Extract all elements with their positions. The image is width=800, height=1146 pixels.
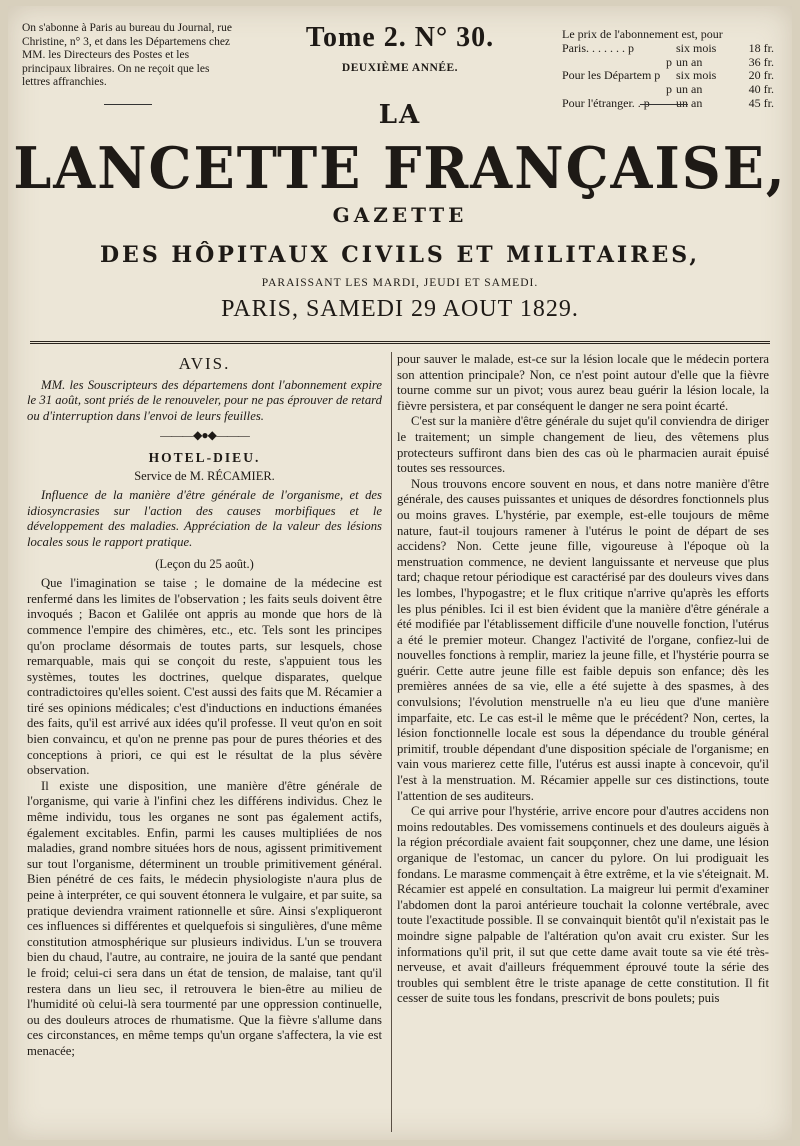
price-amount: 36 fr. <box>748 54 774 69</box>
masthead-subtitle: DES HÔPITAUX CIVILS ET MILITAIRES, <box>99 242 701 268</box>
article-paragraph: Ce qui arrive pour l'hystérie, arrive encore pour d'autres accidens non moins redoutables. Des vomissemens continuels et des douleurs aiguës à la région précordiale avaient fait soupçonner, chez une dame, une lésion organique de l'estomac, un cancer du pylore. On lui prodiguait les fondans. Le marasme commençait à être extrême, et la vie s'éteignait. M. Récamier est appelé en consultation. La maigreur lui permit d'examiner l'abdomen dont la paroi antérieure touchait la colonne vertébrale, avec toute l'exactitude possible. Il se convainquit bientôt qu'il n'existait pas le moindre signe palpable de l'altération qu'on avait cru exister. Sur les informations qu'il prit, il sut que cette dame avait toute sa vie été très-nerveuse, et avait d'ailleurs fréquemment éprouvé toute la série des troubles qui semblent être le triste apanage de cette constitution. Il fit cesser de suite tous les fondans, prescrivit de bons poulets; puis <box>397 804 769 1006</box>
price-row <box>562 42 774 56</box>
issue-block <box>270 22 530 74</box>
price-term: six mois <box>676 40 717 55</box>
section-heading: HOTEL-DIEU. <box>148 449 261 465</box>
price-amount: 20 fr. <box>748 68 774 83</box>
year-label: DEUXIÈME ANNÉE. <box>341 62 459 74</box>
article-paragraph: Il existe une disposition, une manière d'être générale de l'organisme, qui varie à l'infini chez les différens individus. Chez le même individu, tous les organes ne sont pas également actifs, également excitables. Enfin, parmi les causes multipliées de nos maladies, grand nombre situées hors de nous, agissent primitivement sur tout l'organisme, déterminent un trouble primitivement général. Bien pénétré de ces faits, le médecin physiologiste n'aura plus de peine à interpréter, ce qui souvent étonnera le vulgaire, et par suite, sa pratique deviendra vraiment rationnelle et sûre. Ainsi s'expliqueront ces influences si différentes et quelquefois si singulières, d'une même constitution atmosphérique sur plusieurs individus. L'un se trouvera bien du chaud, l'autre, au contraire, ne jouira de la santé que pendant le froid; celui-ci sera dans un état de tension, de malaise, tant qu'il restera dans un lieu sec, il retrouvera le bien-être au milieu de l'humidité où celui-là sera tourmenté par une oppression continuelle, ou des douleurs atroces de rhumatisme. Que la fièvre s'allume dans ces circonstances, en même temps qu'un organe s'affectera, la vie est menacée; <box>27 778 382 1058</box>
price-amount: 45 fr. <box>748 95 774 110</box>
article-paragraph: Nous trouvons encore souvent en nous, et dans notre manière d'être générale, des causes puissantes et uniques de désordres fonctionnels plus ou moins graves. L'hystérie, par exemple, est-elle toujours de même nature, faut-il toujours ramener à l'utérus le point de départ de ses accidens? Non. Cette jeune fille, vigoureuse à l'époque où la menstruation commence, ne devient languissante et nerveuse que plus tard; chaque retour périodique est caractérisé par des douleurs vives dans les lombes, l'hypogastre; et le flux critique n'arrive qu'après les efforts les plus pénibles. Ici il est bien évident que la manière d'être générale a été modifiée par l'établissement difficile d'une nouvelle fonction, l'utérus a été le premier moteur. Changez l'activité de l'organe, confiez-lui de nouvelles fonctions à remplir, mariez la jeune fille, et l'hystérie pourra se guérir. Cette autre jeune fille est faible depuis son enfance; dès les premières années de sa vie, elle a été sujette à des spasmes, à des convulsions; l'évolution menstruelle n'a eu lieu que d'une manière imparfaite, etc. Le cas est-il le même que le précédent? Non, certes, la lésion fonctionnelle locale est sous la dépendance du trouble général primitif, trouble dépendant d'une disposition spéciale de l'organisme; en vain vous marierez cette fille, l'utérus est aussi inapte à concevoir, qu'il l'est à la menstruation. M. Récamier appelle sur ces distinctions, toute l'attention de ses auditeurs. <box>397 476 769 803</box>
price-place: Pour l'étranger. . p <box>562 95 650 110</box>
article-paragraph: pour sauver le malade, est-ce sur la lésion locale que le médecin portera son attention principale? Non, ce n'est point autour d'elle que la fièvre tourne comme sur un pivot; vous aurez beau guérir la lésion locale, la fièvre persistera, et par conséquent le danger ne sera point écarté. <box>397 352 769 413</box>
price-amount: 18 fr. <box>748 40 774 55</box>
price-place: Paris. . . . . . . p <box>562 40 634 55</box>
price-row <box>562 56 774 70</box>
masthead-rule <box>30 341 770 344</box>
service-label: Service de M. RÉCAMIER. <box>134 468 275 483</box>
masthead-gazette: GAZETTE <box>332 203 468 227</box>
right-column <box>397 352 769 1007</box>
dateline: PARIS, SAMEDI 29 AOUT 1829. <box>221 296 579 322</box>
price-row <box>562 69 774 83</box>
price-row <box>562 83 774 97</box>
article-paragraph: C'est sur la manière d'être générale du sujet qu'il conviendra de diriger le traitement; un simple changement de lieu, des vêtemens plus protecteurs suffiront dans bien des cas où le pharmacien aurait épuisé toutes ses ressources. <box>397 414 769 476</box>
avis-heading: AVIS. <box>178 354 231 373</box>
lecture-title: Influence de la manière d'être générale de l'organisme, et des idiosyncrasies sur l'action des causes morbifiques et le développement des maladies. Appréciation de la valeur des lésions locales sous le rapport pratique. <box>27 488 382 549</box>
price-list <box>562 28 774 111</box>
price-term: un an <box>676 82 703 97</box>
price-term: un an <box>676 95 703 110</box>
article-paragraph: Que l'imagination se taise ; le domaine de la médecine est renfermé dans les limites de l'observation ; les faits seuls doivent être invoqués ; Bacon et Galilée ont appris au monde que hors de là commence l'empire des chimères, etc., etc. Tels sont les principes qu'on proclame désormais de toutes parts, sur lesquels, chose remarquable, mais qui se conçoit du reste, s'appuient tous les systèmes, toutes les doctrines, quelque disparates, quelque contradictoires qu'elles soient. C'est aussi des faits que M. Récamier a tiré ses opinions médicales; c'est d'inductions en inductions émanées des faits, qu'il est arrivé aux idées qu'il professe. Il veut qu'on en soit bien convaincu, et qu'on ne prenne pas pour de pures théories et des conceptions à priori, ce qui est le résultat de la plus sévère observation. <box>27 576 382 778</box>
avis-text: MM. les Souscripteurs des départemens dont l'abonnement expire le 31 août, sont priés de le renouveler, pour ne pas éprouver de retard ou d'interruption dans l'envoi de leurs feuilles. <box>27 377 382 423</box>
price-place: p <box>666 82 672 97</box>
left-column <box>27 352 382 1060</box>
price-place: p <box>666 54 672 69</box>
price-place: Pour les Départem p <box>562 68 661 83</box>
subscription-notice: On s'abonne à Paris au bureau du Journal, rue Christine, n° 3, et dans les Départemens chez MM. les Directeurs des Postes et les principaux libraires. On ne reçoit que les lettres affranchies. <box>22 22 232 88</box>
lecture-date: (Leçon du 25 août.) <box>155 556 254 571</box>
masthead-la: LA <box>378 100 422 130</box>
price-term: un an <box>676 54 703 69</box>
price-term: six mois <box>676 68 717 83</box>
publication-days: PARAISSANT LES MARDI, JEUDI ET SAMEDI. <box>261 277 539 289</box>
ornament-divider: ———◆●◆——— <box>160 428 249 443</box>
price-intro: Le prix de l'abonnement est, pour <box>562 27 723 41</box>
masthead-title: LANCETTE FRANÇAISE, <box>13 134 787 202</box>
column-divider <box>391 352 392 1132</box>
price-amount: 40 fr. <box>748 82 774 97</box>
tome-number: Tome 2. N° 30. <box>305 22 495 53</box>
